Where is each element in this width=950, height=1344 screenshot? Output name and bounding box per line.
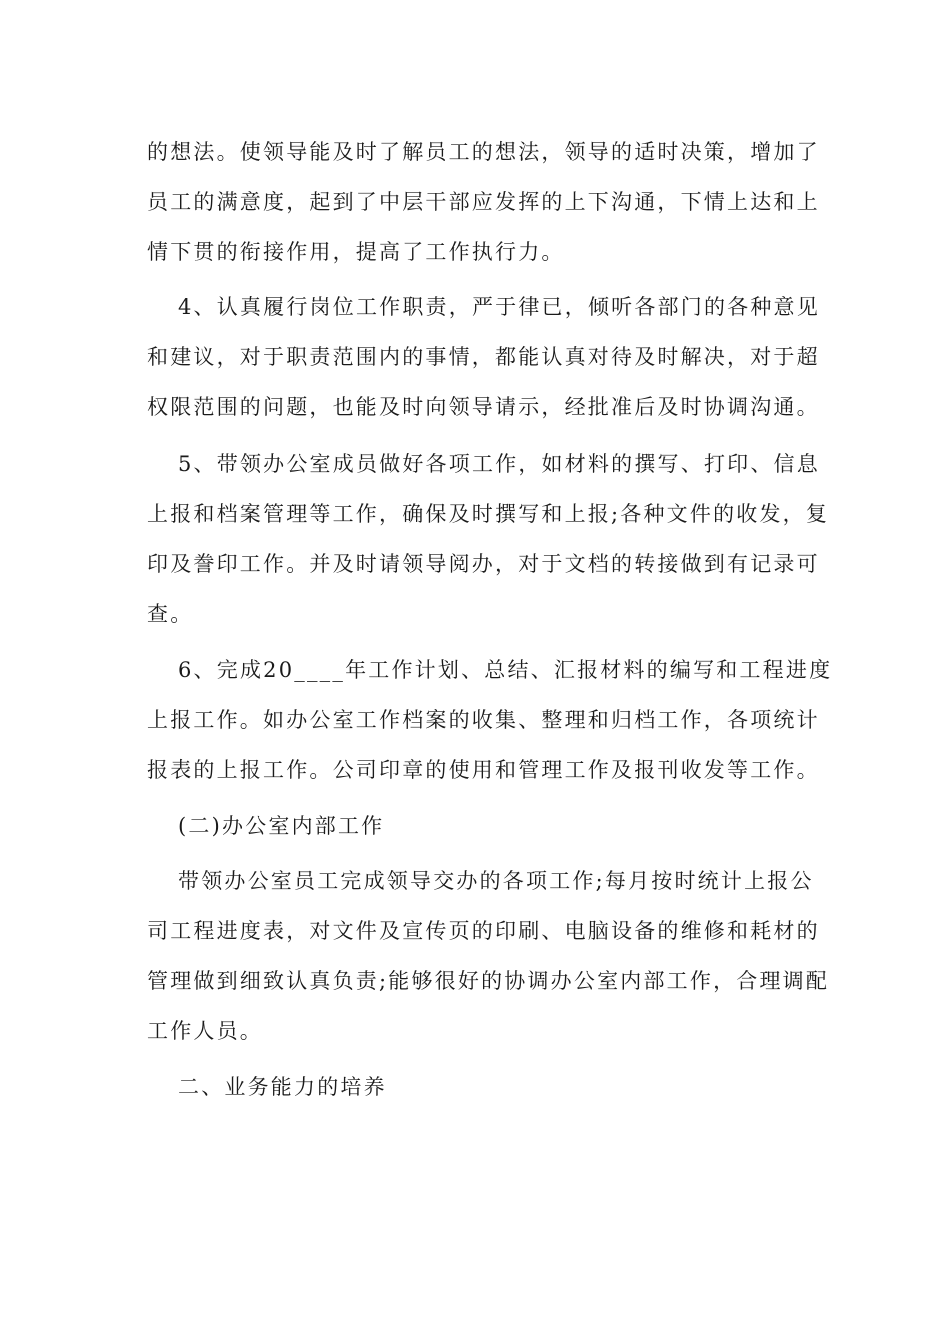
section-heading: 二、业务能力的培养 [178,1075,387,1099]
paragraph-line: 上报工作。如办公室工作档案的收集、整理和归档工作，各项统计 [147,708,820,732]
paragraph-line: 管理做到细致认真负责;能够很好的协调办公室内部工作，合理调配 [147,969,830,993]
paragraph-line: 上报和档案管理等工作，确保及时撰写和上报;各种文件的收发，复 [147,502,830,526]
paragraph-line: 的想法。使领导能及时了解员工的想法，领导的适时决策，增加了 [147,140,820,164]
paragraph-line: 员工的满意度，起到了中层干部应发挥的上下沟通，下情上达和上 [147,190,820,214]
paragraph-line: 权限范围的问题，也能及时向领导请示，经批准后及时协调沟通。 [147,395,820,419]
paragraph-line: 司工程进度表，对文件及宣传页的印刷、电脑设备的维修和耗材的 [147,919,820,943]
paragraph-line: 情下贯的衔接作用，提高了工作执行力。 [147,240,565,264]
paragraph-line: 5、带领办公室成员做好各项工作，如材料的撰写、打印、信息 [178,452,820,476]
paragraph-line: 印及誊印工作。并及时请领导阅办，对于文档的转接做到有记录可 [147,552,820,576]
paragraph-line: 4、认真履行岗位工作职责，严于律已，倾听各部门的各种意见 [178,295,820,319]
paragraph-line: 带领办公室员工完成领导交办的各项工作;每月按时统计上报公 [178,869,814,893]
paragraph-line: 查。 [147,602,194,626]
section-heading: (二)办公室内部工作 [178,814,385,838]
paragraph-line: 和建议，对于职责范围内的事情，都能认真对待及时解决，对于超 [147,345,820,369]
paragraph-line: 工作人员。 [147,1019,263,1043]
paragraph-line: 报表的上报工作。公司印章的使用和管理工作及报刊收发等工作。 [147,758,820,782]
paragraph-line: 6、完成20____年工作计划、总结、汇报材料的编写和工程进度 [178,658,833,682]
